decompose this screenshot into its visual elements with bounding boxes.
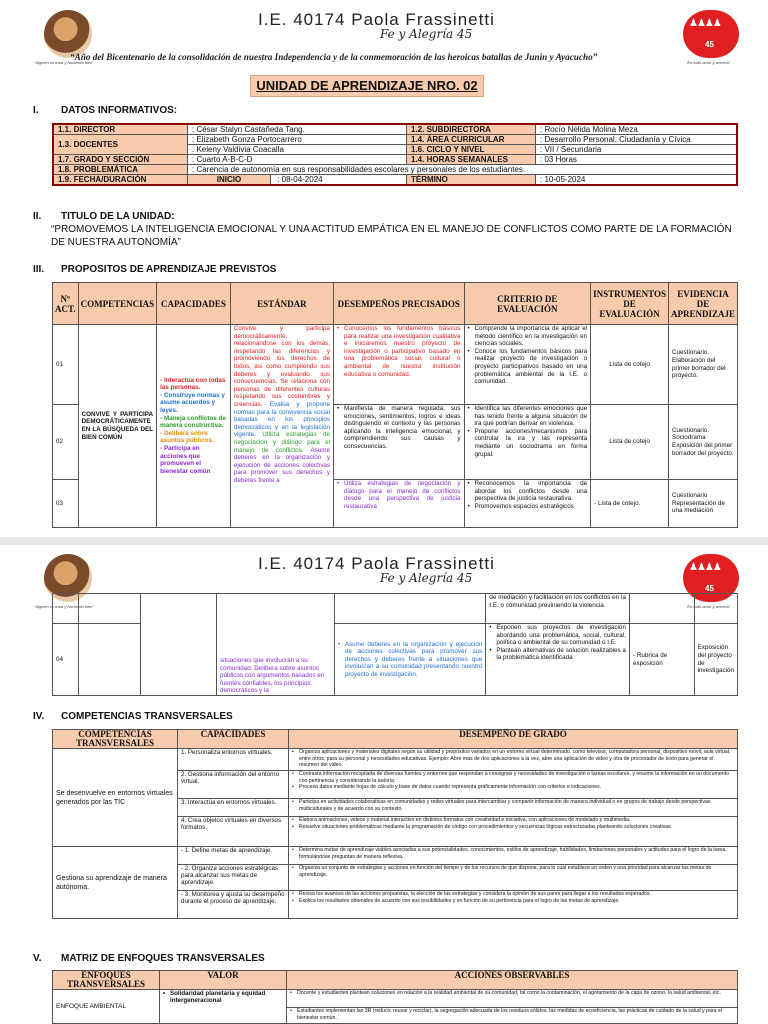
header-valor: VALOR (160, 971, 287, 990)
accion-1: • Docente y estudiantes plantean soluciones en relación a la realidad ambiental de su comunidad, tal como la contaminación, el agotamiento de la capa de ozono, la salud ambiental, etc. (287, 990, 738, 1008)
area-label: 1.4. ÁREA CURRICULAR (407, 135, 536, 145)
desempeno-tic-3: • Participa en actividades colaborativas en comunidades y redes virtuales para intercambiar y compartir información de manera individual o en grupos de trabajo desde perspectivas multiculturales y de acuerdo con su contexto. (289, 799, 738, 817)
purposes-table (52, 282, 738, 528)
purposes-table-continued (52, 593, 738, 696)
inicio-value: : 08-04-2024 (277, 175, 323, 184)
capacidad-tic-3: 3. Interactúa en entornos virtuales. (178, 799, 289, 817)
horas-value: : 03 Horas (536, 155, 738, 165)
termino-label: TÉRMINO (407, 175, 536, 186)
section-5-heading: V. MATRIZ DE ENFOQUES TRANSVERSALES (33, 953, 265, 964)
instrumento-2: Lista de cotejo (591, 405, 669, 480)
capacidad-auto-1: - 1. Define metas de aprendizaje. (178, 847, 289, 865)
school-motto: Fe y Alegría 45 (380, 27, 473, 41)
header-instrumentos: INSTRUMENTOS DE EVALUACIÓN (591, 283, 669, 325)
header-criterio: CRITERIO DE EVALUACIÓN (464, 283, 591, 325)
director-value: : César Stalyn Castañeda Tang. (188, 124, 407, 135)
transversal-competencies-table (52, 729, 738, 919)
desempeno-auto-2: • Organiza un conjunto de estrategias y acciones en función del tiempo y de los recursos de que dispone, para lo cual establece un orden y una prioridad para alcanzar las metas de aprendizaje. (289, 865, 738, 891)
section-3-heading: III. PROPOSITOS DE APRENDIZAJE PREVISTOS (33, 264, 277, 275)
school-logo-left (44, 10, 92, 58)
header-capacidades: CAPACIDADES (157, 283, 231, 325)
valor-solidaridad: • Solidaridad planetaria y equidad intergeneracional (160, 990, 287, 1024)
estandar-continued: situaciones que involucran a su comunidad. Delibera sobre asuntos públicos con argumentos basados en fuentes confiables, los principios democráticos y la (216, 594, 334, 696)
grado-label: 1.7. GRADO Y SECCIÓN (53, 155, 188, 165)
instrumento-1: Lista de cotejo (591, 325, 669, 405)
right-logo-caption: "En todo amor y servicio" (686, 604, 731, 609)
desempeno-4: • Asume deberes en la organización y ejecución de acciones colectivas para promover sus derechos y deberes frente a situaciones que involucran a su comunidad presentando nuestro proyecto de investigación. (334, 624, 486, 696)
row-num: 01 (53, 325, 79, 405)
school-name: I.E. 40174 Paola Frassinetti (258, 10, 495, 29)
header-evidencia: EVIDENCIA DE APRENDIZAJE (669, 283, 738, 325)
section-4-heading: IV. COMPETENCIAS TRANSVERSALES (33, 711, 233, 722)
evidencia-3: Cuestionario Representación de una mediación (669, 480, 738, 528)
section-2-heading: II. TITULO DE LA UNIDAD: (33, 211, 175, 222)
area-value: : Desarrollo Personal, Ciudadanía y Cívica (536, 135, 738, 145)
capacidad-2: - Construye normas y asume acuerdos y leyes. (160, 391, 225, 415)
header-num: Nº ACT. (53, 283, 79, 325)
competencia-autonoma: Gestiona su aprendizaje de manera autónoma. (53, 847, 178, 919)
horas-label: 1.4. HORAS SEMANALES (407, 155, 536, 165)
header-acciones: ACCIONES OBSERVABLES (287, 971, 738, 990)
capacidades-cell (157, 325, 231, 528)
capacidad-4: - Delibera sobre asuntos públicos. (160, 429, 214, 445)
logo-number: 45 (705, 584, 714, 593)
page-break (0, 537, 768, 545)
header-enfoques: ENFOQUES TRANSVERSALES (53, 971, 160, 990)
instrumento-3: - Lista de cotejo. (591, 480, 669, 528)
fecha-inicio-cell (188, 175, 407, 186)
logo-number: 45 (705, 40, 714, 49)
row-num: 02 (53, 405, 79, 480)
competencia-tic: Se desenvuelve en entornos virtuales generados por las TIC (53, 749, 178, 847)
subdir-value: : Rocío Nélida Molina Meza (536, 124, 738, 135)
header-comp-transversales: COMPETENCIAS TRANSVERSALES (53, 730, 178, 749)
enfoques-table (52, 970, 738, 1024)
accion-2: • Estudiantes implementan las 3R (reducir, reusar y reciclar), la segregación adecuada de los residuos sólidos, las medidas de ecoeficiencia, las prácticas de cuidado de la salud y para el bienestar común. (287, 1008, 738, 1024)
enfoque-ambiental: ENFOQUE AMBIENTAL (53, 990, 160, 1024)
capacidad-1: - Interactúa con todas las personas. (160, 376, 226, 392)
ciclo-value: : VII / Secundaria (536, 145, 738, 155)
year-banner: “Año del Bicentenario de la consolidación de nuestra Independencia y de la conmemoración de las heroicas batallas de Junín y Ayacucho” (70, 52, 598, 62)
row-num: 03 (53, 480, 79, 528)
desempeno-1: • Conocemos los fundamentos básicos para realizar una investigación cualitativa e iniciaremos nuestro proyecto de investigación o participativo basado en una problemática social, cultural o ambiental de nuestra institución educativa o comunidad. (334, 325, 464, 405)
desempeno-tic-4: • Elabora animaciones, videos y material interactivo en distintos formatos con creatividad e iniciativa, con aplicaciones de modelado y multimedia. • Resuelve situaciones problemáticas mediante la programación de código con procedimientos y secuencias lógicas estructuradas planteando soluciones creativas. (289, 817, 738, 847)
header-competencias: COMPETENCIAS (78, 283, 157, 325)
fe-y-alegria-logo: ♟♟♟♟ 45 (683, 10, 739, 58)
school-motto: Fe y Alegría 45 (380, 571, 473, 585)
desempeno-3: • Utiliza estrategias de negociación y diálogo para el manejo de conflictos desde una perspectiva de justicia restaurativa (334, 480, 464, 528)
capacidad-auto-2: - 2. Organiza acciones estratégicas para alcanzar sus metas de aprendizaje. (178, 865, 289, 891)
grado-value: : Cuarto A-B-C-D (188, 155, 407, 165)
desempeno-tic-2: • Contrasta información recopilada de diversas fuentes y entornos que respondan a consignas y necesidades de investigación o tareas escolares, y resume la información en un documento con pertinencia y considerando la autoría. • Procesa datos mediante hojas de cálculo y base de datos cuando representa gráficamente información con criterios e indicaciones. (289, 771, 738, 799)
evidencia-2: Cuestionario. Sociodrama Exposición del primer borrador del proyecto. (669, 405, 738, 480)
header-estandar: ESTÁNDAR (230, 283, 333, 325)
ciclo-label: 1.6. CICLO Y NIVEL (407, 145, 536, 155)
right-logo-caption: "En todo amor y servicio" (686, 60, 731, 65)
docentes-label: 1.3. DOCENTES (53, 135, 188, 155)
criterio-1: • Comprende la importancia de aplicar el método científico en la investigación en ciencias sociales. • Conoce los fundamentos básicos para realizar proyecto de investigación o proyecto participativos basado en una problemática ambiental de la I.E. o comunidad. (464, 325, 591, 405)
fe-y-alegria-logo: ♟♟♟♟ 45 (683, 554, 739, 602)
capacidad-tic-4: 4. Crea objetos virtuales en diversos formatos. (178, 817, 289, 847)
section-1-heading: I. DATOS INFORMATIVOS: (33, 105, 178, 116)
capacidad-auto-3: - 3. Monitorea y ajusta su desempeño durante el proceso de aprendizaje. (178, 891, 289, 919)
evidencia-1: Cuestionario. Elaboración del primer borrador del proyecto. (669, 325, 738, 405)
desempeno-auto-1: • Determina metas de aprendizaje viables asociadas a sus potencialidades, conocimientos, estilos de aprendizaje, habilidades, limitaciones personales y actitudes para el logro de la tarea, formulándose preguntas de manera reflexiva. (289, 847, 738, 865)
row-num: 04 (53, 624, 79, 696)
left-logo-caption: "Alguien se trata y haciendo bien" (34, 604, 94, 609)
unit-title: UNIDAD DE APRENDIZAJE NRO. 02 (250, 75, 484, 97)
desempeno-tic-1: • Organiza aplicaciones y materiales digitales según su utilidad y propósitos variados en un entorno virtual determinado, como televisor, computadora personal, dispositivo móvil, aula virtual, entre otros, para su personal y necesidades educativas. Ejemplo: Abre más de dos aplicaciones a la vez, abre una aplicación de video y otra de procesador de texto para generar el resumen del video. (289, 749, 738, 771)
inicio-label: INICIO (188, 175, 271, 184)
termino-value: : 10-05-2024 (536, 175, 738, 186)
capacidad-3: - Maneja conflictos de manera constructiva. (160, 414, 226, 430)
subdir-label: 1.2. SUBDIRECTORA (407, 124, 536, 135)
capacidad-tic-1: 1. Personaliza entornos virtuales. (178, 749, 289, 771)
estandar-cell: Convive y participa democráticamente, relacionándose con los demás, respetando las diferencias y promoviendo los derechos de todos, así como cumpliendo sus deberes y evaluando sus consecuencias. Se relaciona con personas de diferentes culturas respetando sus costumbres y creencias. Evalúa y propone normas para la convivencia social basadas en los principios democráticos y en la legislación vigente. Utiliza estrategias de negociación y diálogo para el manejo de conflictos. Asume deberes en la organización y ejecución de acciones colectivas para promover sus derechos y deberes frente a (230, 325, 333, 528)
unit-name: “PROMOVEMOS LA INTELIGENCIA EMOCIONAL Y UNA ACTITUD EMPÁTICA EN EL MANEJO DE CONFLICTOS COMO PARTE DE LA FORMACIÓN DE NUESTRA AUTONOMÍA” (51, 224, 732, 248)
problematica-label: 1.8. PROBLEMÁTICA (53, 165, 188, 175)
competencia-cell: CONVIVE Y PARTICIPA DEMOCRÁTICAMENTE EN LA BÚSQUEDA DEL BIEN COMÚN (78, 325, 157, 528)
capacidad-5: - Participa en acciones que promueven el bienestar común (160, 444, 211, 475)
evidencia-4: Exposición del proyecto de investigación (694, 624, 737, 696)
criterio-4: • Exponen sus proyectos de investigación abordando una problemática, social, cultural, política o ambiental de su comunidad o I.E. • Plantean alternativas de solución realizables a la problemática identificada (486, 624, 630, 696)
director-label: 1.1. DIRECTOR (53, 124, 188, 135)
desempeno-auto-3: • Revisa los avances de las acciones propuestas, la elección de las estrategias y considera la opinión de sus pares para llegar a los resultados esperados. • Explica los resultados obtenidos de acuerdo con sus posibilidades y en función de su pertinencia para el logro de las metas de aprendizaje. (289, 891, 738, 919)
header-capacidades: CAPACIDADES (178, 730, 289, 749)
school-name: I.E. 40174 Paola Frassinetti (258, 554, 495, 573)
info-table (52, 123, 738, 186)
criterio-2: • Identifica las diferentes emociones que has tenido frente a alguna situación de ira que podrían derivar en violencia. • Propone acciones/mecanismos para controlar la ira y las representa mediante un sociodrama en forma grupal. (464, 405, 591, 480)
instrumento-4: - Rubrica de exposición (629, 624, 694, 696)
desempeno-2: • Manifiesta de manera regulada, sus emociones, sentimientos, logros e ideas distinguiendo el contexto y las personas aplicando la inteligencia emocional, y comprendiendo sus causas y consecuencias. (334, 405, 464, 480)
left-logo-caption: "Alguien se trata y haciendo bien" (34, 60, 94, 65)
header-desempeno-grado: DESEMPEÑO DE GRADO (289, 730, 738, 749)
fecha-label: 1.9. FECHA/DURACIÓN (53, 175, 188, 186)
docente-1: : Elizabeth Gonza Portocarrero (188, 135, 407, 145)
problematica-value: : Carencia de autonomía en sus responsabilidades escolares y personales de los estudiantes. (188, 165, 738, 175)
criterio-3-continued: de mediación y facilitación en los conflictos en la I.E. o comunidad previniendo la violencia. (486, 594, 630, 624)
docente-2: : Keleny Valdivia Coacalla (188, 145, 407, 155)
criterio-3: • Reconocemos la importancia de abordar los conflictos desde una perspectiva de justicia restaurativa. • Promovemos espacios estratégicos (464, 480, 591, 528)
capacidad-tic-2: 2. Gestiona información del entorno virtual. (178, 771, 289, 799)
header-desempenos: DESEMPEÑOS PRECISADOS (334, 283, 464, 325)
